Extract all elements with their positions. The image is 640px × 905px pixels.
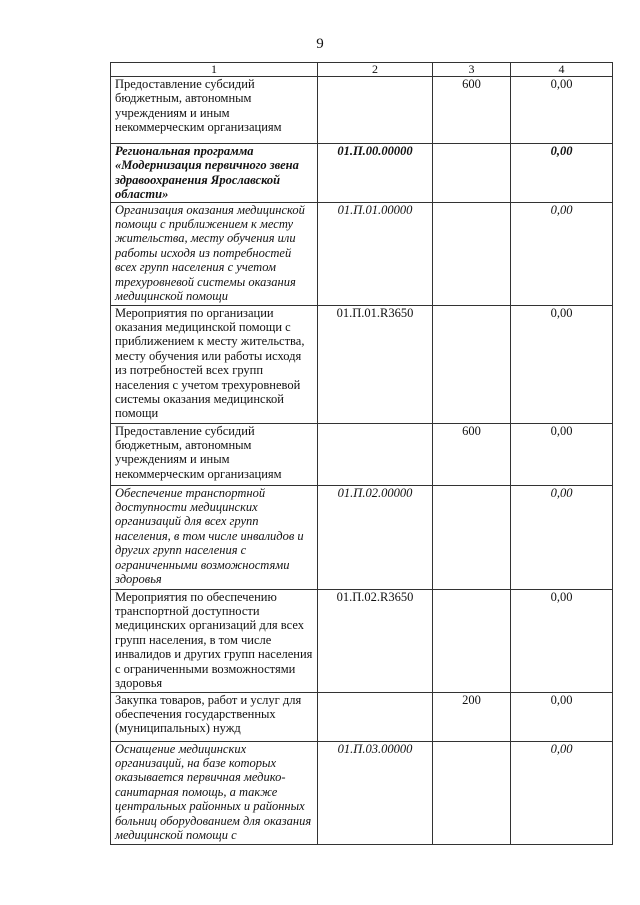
- row-sum: 0,00: [511, 144, 613, 203]
- row-vr: [433, 589, 511, 692]
- row-name: Мероприятия по организации оказания медицинской помощи с приближением к месту жительства, месту обучения или работы исходя из потребностей всех групп населения с учетом трехуровневой системы оказания медицинской помощи: [111, 305, 318, 423]
- table-row: [111, 692, 613, 741]
- row-code: [318, 77, 433, 144]
- row-sum: 0,00: [511, 485, 613, 589]
- row-code: 01.П.01.R3650: [318, 305, 433, 423]
- row-name: Закупка товаров, работ и услуг для обеспечения государственных (муниципальных) нужд: [111, 692, 318, 741]
- row-name: Обеспечение транспортной доступности медицинских организаций для всех групп населения, в том числе инвалидов и других групп населения с ограниченными возможностями здоровья: [111, 485, 318, 589]
- table-row: [111, 423, 613, 485]
- row-name: Оснащение медицинских организаций, на базе которых оказывается первичная медико-санитарная помощь, а также центральных районных и районных больниц оборудованием для оказания медицинской помощи с: [111, 741, 318, 844]
- table-row: [111, 305, 613, 423]
- row-vr: 200: [433, 692, 511, 741]
- row-code: [318, 692, 433, 741]
- row-code: 01.П.02.R3650: [318, 589, 433, 692]
- row-vr: [433, 202, 511, 305]
- row-vr: [433, 305, 511, 423]
- row-sum: 0,00: [511, 423, 613, 485]
- header-col-4: 4: [511, 63, 613, 77]
- row-name: Организация оказания медицинской помощи с приближением к месту жительства, месту обучения или работы исходя из потребностей всех групп населения с учетом трехуровневой системы оказания медицинской помощи: [111, 202, 318, 305]
- table-row: [111, 77, 613, 144]
- row-sum: 0,00: [511, 202, 613, 305]
- row-sum: 0,00: [511, 589, 613, 692]
- row-name: Предоставление субсидий бюджетным, автономным учреждениям и иным некоммерческим организациям: [111, 423, 318, 485]
- row-sum: 0,00: [511, 741, 613, 844]
- table-row: [111, 202, 613, 305]
- header-col-2: 2: [318, 63, 433, 77]
- row-code: [318, 423, 433, 485]
- header-col-1: 1: [111, 63, 318, 77]
- table-row: [111, 589, 613, 692]
- row-code: 01.П.02.00000: [318, 485, 433, 589]
- row-name: Мероприятия по обеспечению транспортной доступности медицинских организаций для всех групп населения, в том числе инвалидов и других групп населения с ограниченными возможностями здоровья: [111, 589, 318, 692]
- page-number: 9: [316, 36, 324, 52]
- row-code: 01.П.01.00000: [318, 202, 433, 305]
- row-vr: 600: [433, 77, 511, 144]
- row-sum: 0,00: [511, 77, 613, 144]
- table-row: [111, 144, 613, 203]
- row-code: 01.П.03.00000: [318, 741, 433, 844]
- row-vr: [433, 144, 511, 203]
- row-vr: 600: [433, 423, 511, 485]
- table-row: [111, 485, 613, 589]
- header-row: [111, 63, 613, 77]
- row-name: Региональная программа «Модернизация первичного звена здравоохранения Ярославской области»: [111, 144, 318, 203]
- table-row: [111, 741, 613, 844]
- budget-table: [110, 62, 613, 845]
- header-col-3: 3: [433, 63, 511, 77]
- row-vr: [433, 485, 511, 589]
- row-code: 01.П.00.00000: [318, 144, 433, 203]
- row-name: Предоставление субсидий бюджетным, автономным учреждениям и иным некоммерческим организациям: [111, 77, 318, 144]
- row-sum: 0,00: [511, 305, 613, 423]
- row-sum: 0,00: [511, 692, 613, 741]
- row-vr: [433, 741, 511, 844]
